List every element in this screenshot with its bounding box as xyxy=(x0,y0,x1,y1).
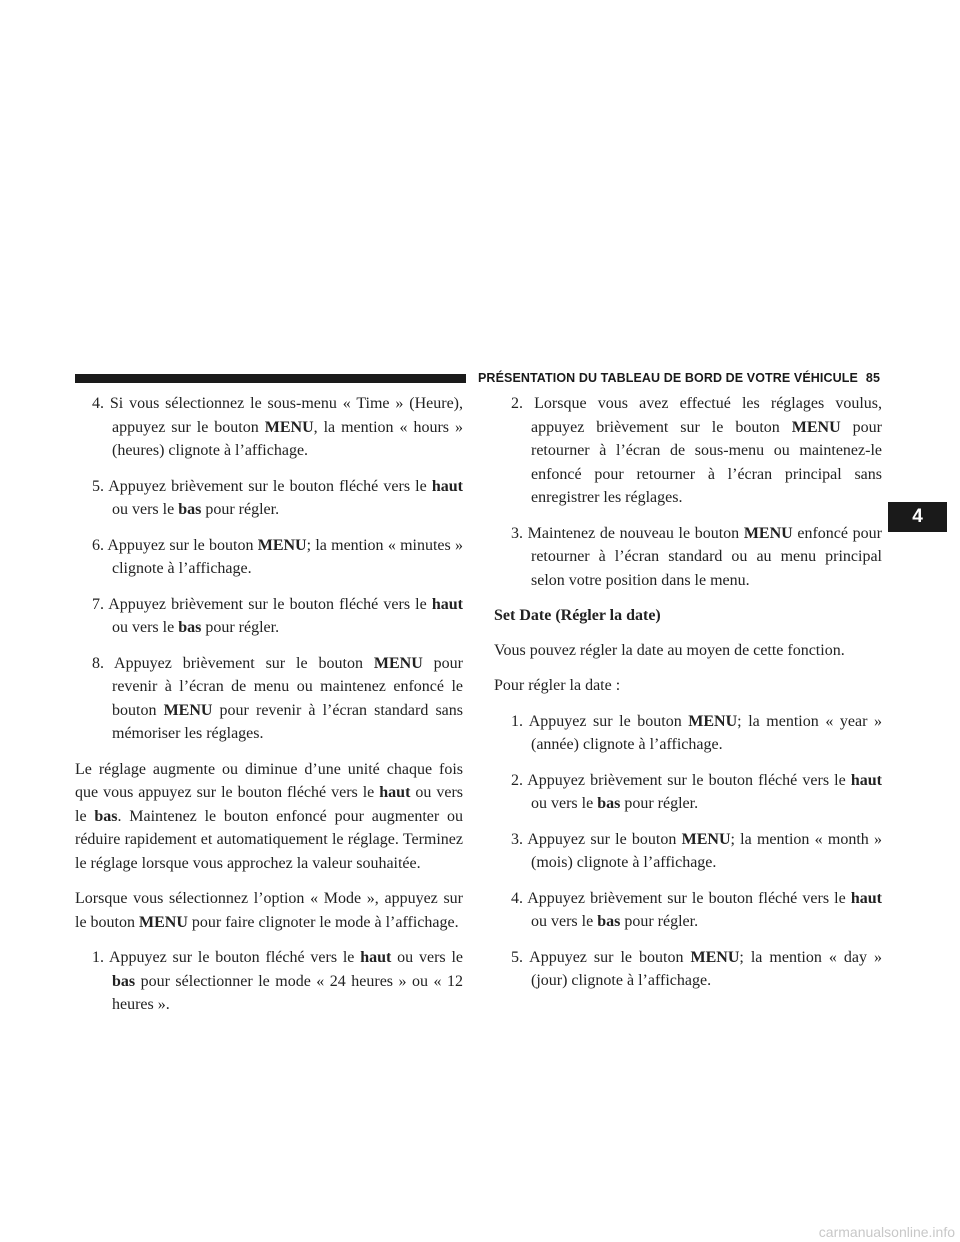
section-title: PRÉSENTATION DU TABLEAU DE BORD DE VOTRE VÉHICULE xyxy=(478,371,858,385)
list-item: 4. Appuyez brièvement sur le bouton fléché vers le haut ou vers le bas pour régler. xyxy=(511,889,882,930)
chapter-tab: 4 xyxy=(888,502,947,532)
paragraph: Vous pouvez régler la date au moyen de cette fonction. xyxy=(494,641,845,659)
running-header xyxy=(478,368,880,388)
list-item: 6. Appuyez sur le bouton MENU; la mention « minutes » clignote à l’affichage. xyxy=(92,536,463,577)
list-item: 1. Appuyez sur le bouton fléché vers le haut ou vers le bas pour sélectionner le mode « 24 heures » ou « 12 heures ». xyxy=(92,949,464,1013)
footer-watermark: carmanualsonline.info xyxy=(818,1224,955,1240)
paragraph: Pour régler la date : xyxy=(494,677,621,694)
page-number: 85 xyxy=(865,371,881,385)
list-item: 2. Lorsque vous avez effectué les réglages voulus, appuyez brièvement sur le bouton MENU pour retourner à l’écran de sous-menu ou maintenez-le enfoncé pour retourner à l’écran principal sans enregistrer les réglages. xyxy=(511,395,882,506)
list-item: 3. Appuyez sur le bouton MENU; la mention « month » (mois) clignote à l’affichage. xyxy=(511,830,882,871)
list-item: 3. Maintenez de nouveau le bouton MENU enfoncé pour retourner à l’écran standard ou au menu principal selon votre position dans le menu. xyxy=(511,524,882,589)
left-column xyxy=(75,392,463,1029)
list-item: 5. Appuyez sur le bouton MENU; la mention « day » (jour) clignote à l’affichage. xyxy=(511,948,883,989)
list-item: 1. Appuyez sur le bouton MENU; la mention « year » (année) clignote à l’affichage. xyxy=(511,712,882,753)
list-item: 4. Si vous sélectionnez le sous-menu « Time » (Heure), appuyez sur le bouton MENU, la mention « hours » (heures) clignote à l’affichage. xyxy=(92,395,464,459)
list-item: 8. Appuyez brièvement sur le bouton MENU pour revenir à l’écran de menu ou maintenez enfoncé le bouton MENU pour revenir à l’écran standard sans mémoriser les réglages. xyxy=(92,654,463,742)
paragraph: Le réglage augmente ou diminue d’une unité chaque fois que vous appuyez sur le bouton fléché vers le haut ou vers le bas. Maintenez le bouton enfoncé pour augmenter ou réduire rapidement et automatiquement le réglage. Terminez le réglage lorsque vous approchez la valeur souhaitée. xyxy=(75,760,464,872)
list-item: 2. Appuyez brièvement sur le bouton fléché vers le haut ou vers le bas pour régler. xyxy=(511,771,882,812)
header-rule xyxy=(75,374,466,383)
list-item: 7. Appuyez brièvement sur le bouton fléché vers le haut ou vers le bas pour régler. xyxy=(92,595,463,636)
paragraph: Lorsque vous sélectionnez l’option « Mode », appuyez sur le bouton MENU pour faire clignoter le mode à l’affichage. xyxy=(75,890,463,931)
list-item: 5. Appuyez brièvement sur le bouton fléché vers le haut ou vers le bas pour régler. xyxy=(92,477,463,518)
section-subheading: Set Date (Régler la date) xyxy=(494,607,661,624)
right-column xyxy=(494,392,882,1005)
